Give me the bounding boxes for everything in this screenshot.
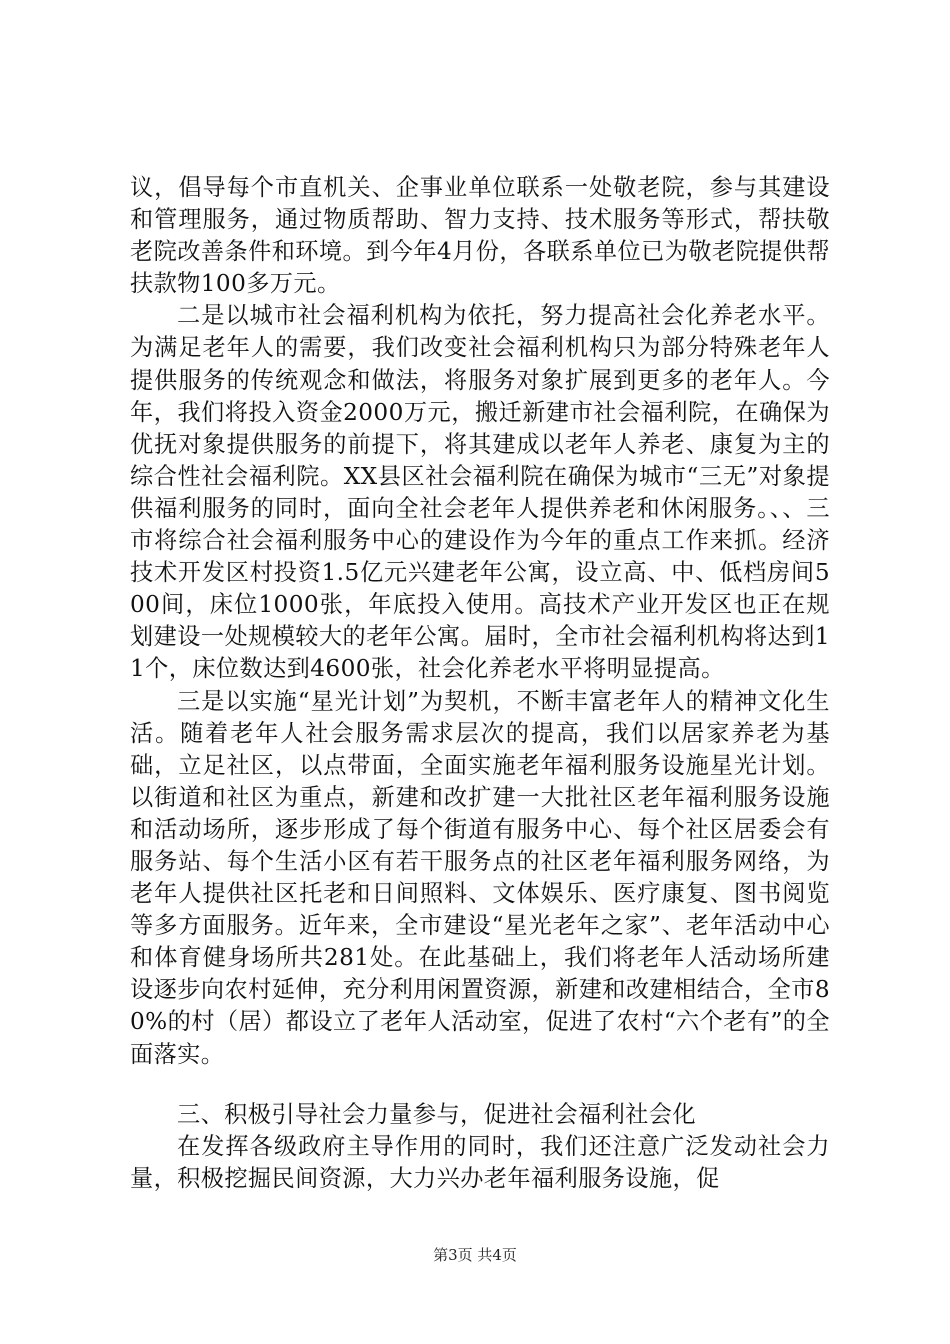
paragraph-social-forces: 在发挥各级政府主导作用的同时，我们还注意广泛发动社会力量，积极挖掘民间资源，大力兴办老年福利服务设施，促 [130, 1132, 830, 1192]
document-body [130, 172, 830, 1195]
paragraph-continuation: 议，倡导每个市直机关、企事业单位联系一处敬老院，参与其建设和管理服务，通过物质帮助、智力支持、技术服务等形式，帮扶敬老院改善条件和环境。到今年4月份，各联系单位已为敬老院提供帮扶款物100多万元。 [130, 174, 830, 298]
page-number-footer: 第3页 共4页 [433, 1246, 517, 1264]
paragraph-social-welfare-institutions: 二是以城市社会福利机构为依托，努力提高社会化养老水平。为满足老年人的需要，我们改变社会福利机构只为部分特殊老年人提供服务的传统观念和做法，将服务对象扩展到更多的老年人。今年，我们将投入资金2000万元，搬迁新建市社会福利院，在确保为优抚对象提供服务的前提下，将其建成以老年人养老、康复为主的综合性社会福利院。XX县区社会福利院在确保为城市“三无”对象提供福利服务的同时，面向全社会老年人提供养老和休闲服务。、、三市将综合社会福利服务中心的建设作为今年的重点工作来抓。经济技术开发区村投资1.5亿元兴建老年公寓，设立高、中、低档房间500间，床位1000张，年底投入使用。高技术产业开发区也正在规划建设一处规模较大的老年公寓。届时，全市社会福利机构将达到11个，床位数达到4600张，社会化养老水平将明显提高。 [130, 302, 830, 683]
section-heading: 三、积极引导社会力量参与，促进社会福利社会化 [177, 1100, 696, 1128]
paragraph-starlight-plan: 三是以实施“星光计划”为契机，不断丰富老年人的精神文化生活。随着老年人社会服务需求层次的提高，我们以居家养老为基础，立足社区，以点带面，全面实施老年福利服务设施星光计划。以街道和社区为重点，新建和改扩建一大批社区老年福利服务设施和活动场所，逐步形成了每个街道有服务中心、每个社区居委会有服务站、每个生活小区有若干服务点的社区老年福利服务网络，为老年人提供社区托老和日间照料、文体娱乐、医疗康复、图书阅览等多方面服务。近年来，全市建设“星光老年之家”、老年活动中心和体育健身场所共281处。在此基础上，我们将老年人活动场所建设逐步向农村延伸，充分利用闲置资源，新建和改建相结合，全市80%的村（居）都设立了老年人活动室，促进了农村“六个老有”的全面落实。 [130, 687, 830, 1068]
